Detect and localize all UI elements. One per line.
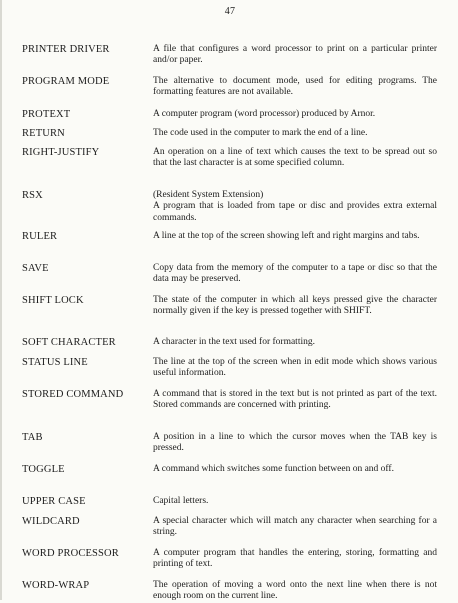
glossary-term: RETURN (22, 128, 65, 139)
glossary-definition: The state of the computer in which all keys pressed give the character normally given if the key is pressed together with SHIFT. (153, 295, 437, 317)
glossary-definition: The operation of moving a word onto the next line when there is not enough room on the current line. (153, 580, 437, 602)
glossary-term: PROGRAM MODE (22, 76, 110, 87)
glossary-definition: A computer program (word processor) produced by Arnor. (153, 109, 376, 119)
glossary-definition: A character in the text used for formatting. (153, 337, 315, 347)
glossary-definition: A computer program that handles the entering, storing, formatting and printing of text. (153, 548, 437, 570)
glossary-definition: Capital letters. (153, 496, 209, 506)
page-number: 47 (224, 6, 236, 17)
glossary-definition: A program that is loaded from tape or disc and provides extra external commands. (153, 201, 437, 223)
glossary-definition: Copy data from the memory of the computer to a tape or disc so that the data may be preserved. (153, 263, 437, 285)
glossary-term: PRINTER DRIVER (22, 44, 110, 55)
glossary-term: RIGHT-JUSTIFY (22, 147, 100, 158)
glossary-definition: The line at the top of the screen when in edit mode which shows various useful information. (153, 357, 437, 379)
glossary-term: RSX (22, 190, 43, 201)
glossary-definition: A file that configures a word processor to print on a particular printer and/or paper. (153, 44, 437, 66)
glossary-definition: A command that is stored in the text but is not printed as part of the text. Stored commands are concerned with printing. (153, 389, 437, 411)
glossary-term: WORD PROCESSOR (22, 548, 119, 559)
glossary-term: SHIFT LOCK (22, 295, 84, 306)
glossary-term: SOFT CHARACTER (22, 337, 116, 348)
glossary-term: WORD-WRAP (22, 580, 90, 591)
glossary-definition-block (153, 190, 437, 224)
glossary-term: STATUS LINE (22, 357, 88, 368)
glossary-term: STORED COMMAND (22, 389, 124, 400)
glossary-term: UPPER CASE (22, 496, 86, 507)
glossary-term: TAB (22, 432, 43, 443)
glossary-term: SAVE (22, 263, 49, 274)
glossary-definition: An operation on a line of text which causes the text to be spread out so that the last character is at some specified column. (153, 147, 437, 169)
glossary-definition: The alternative to document mode, used for editing programs. The formatting features are not available. (153, 76, 437, 98)
glossary-definition: A special character which will match any character when searching for a string. (153, 516, 437, 538)
glossary-term: PROTEXT (22, 109, 71, 120)
glossary-definition: The code used in the computer to mark the end of a line. (153, 128, 368, 138)
glossary-definition: A command which switches some function between on and off. (153, 464, 394, 474)
glossary-definition-expansion: (Resident System Extension) (153, 190, 264, 200)
glossary-term: TOGGLE (22, 464, 65, 475)
glossary-term: RULER (22, 231, 58, 242)
glossary-definition: A position in a line to which the cursor moves when the TAB key is pressed. (153, 432, 437, 454)
glossary-term: WILDCARD (22, 516, 80, 527)
glossary-definition: A line at the top of the screen showing left and right margins and tabs. (153, 231, 420, 241)
